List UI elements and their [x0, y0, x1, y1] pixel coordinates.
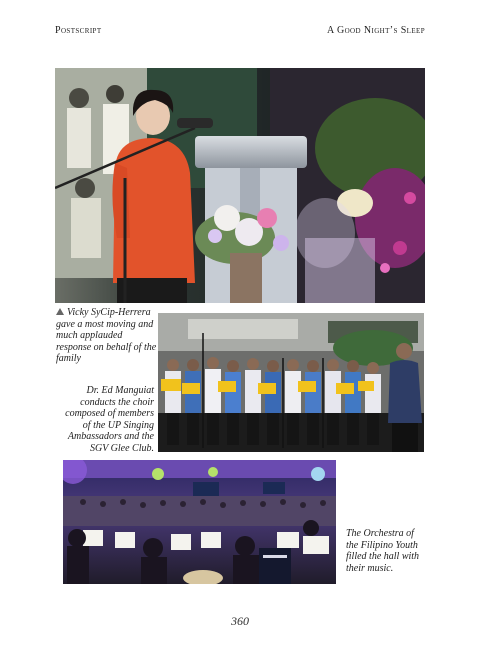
- triangle-up-icon: [56, 308, 64, 315]
- caption-speaker-text: Vicky SyCip-Herrera gave a most moving and much applauded response on behalf of the family: [56, 307, 157, 364]
- caption-choir: Dr. Ed Manguiat conducts the choir composed of members of the UP Singing Ambassadors and the SGV Glee Club.: [65, 385, 154, 454]
- page-number: 360: [231, 614, 249, 628]
- caption-speaker: [56, 307, 158, 365]
- page-header-left: Postscript: [55, 25, 102, 36]
- photo-orchestra: [63, 460, 336, 584]
- photo-choir: [158, 313, 424, 452]
- caption-orchestra: The Orchestra of the Filipino Youth filled the hall with their music.: [346, 528, 420, 574]
- page-header-right: A Good Night’s Sleep: [326, 25, 425, 36]
- photo-speaker-at-podium: [55, 68, 425, 303]
